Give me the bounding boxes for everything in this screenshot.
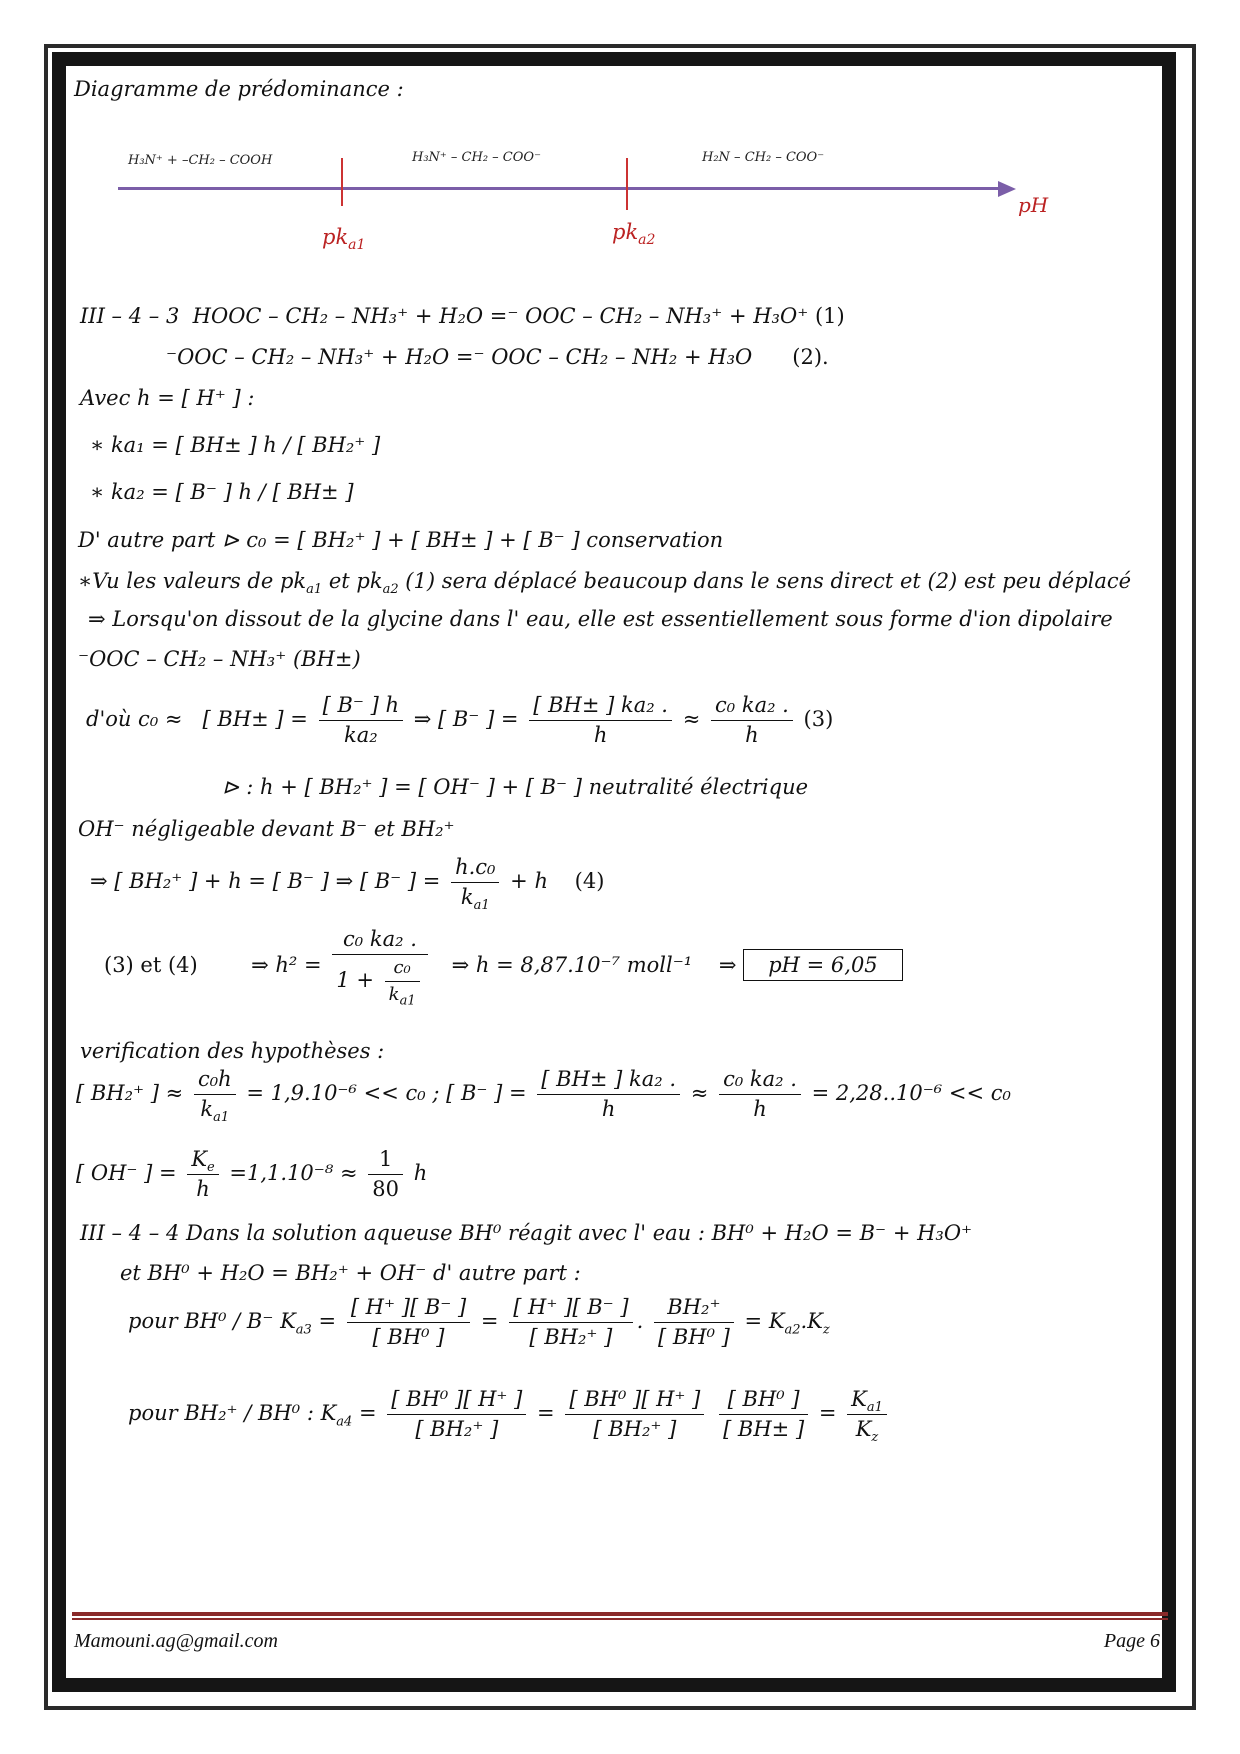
footer-rule: [72, 1612, 1168, 1616]
glycine-line: ⇒ Lorsqu'on dissout de la glycine dans l' eau, elle est essentiellement sous forme d'ion dipolaire: [88, 607, 1113, 631]
species-base: H₂N – CH₂ – COO⁻: [702, 150, 825, 165]
ka1-expression: ∗ ka₁ = [ BH± ] h / [ BH₂⁺ ]: [90, 433, 381, 457]
axis-arrow-icon: [998, 181, 1016, 197]
avec-line: Avec h = [ H⁺ ] :: [80, 386, 255, 410]
verification-line-2: [ OH⁻ ] = $\frac{K_e}{h}$ =1,1.10⁻⁸ ≈ $\frac{1}{80}$ h: [76, 1147, 428, 1202]
conservation-line: D' autre part ⊳ c₀ = [ BH₂⁺ ] + [ BH± ] + [ B⁻ ] conservation: [78, 528, 724, 552]
equation-1: III – 4 – 3 HOOC – CH₂ – NH₃⁺ + H₂O =⁻ OOC – CH₂ – NH₃⁺ + H₃O⁺ (1): [80, 304, 845, 328]
verification-line-1: [ BH₂⁺ ] ≈ $\frac{\text{c₀h}}{k_{a1}}$ = 1,9.10⁻⁶ << c₀ ; [ B⁻ ] = $\frac{\text{[ BH± ] ka₂ .}}{h}$ ≈ $\frac{\text{c₀ ka₂ .}}{h}$ = 2,28..10⁻⁶ << c₀: [76, 1067, 1011, 1126]
equation-3-line: d'où c₀ ≈ [ BH± ] = $\frac{[ B^- ] h}{\text{ka₂}}$ ⇒ [ B⁻ ] = $\frac{\text{[ BH± ] ka₂ .}}{h}$ ≈ $\frac{\text{c₀ ka₂ .}}{h}$ (3): [86, 693, 834, 748]
pka2-label: $pk_{a2}$: [612, 220, 656, 249]
pka-comparison-line: ∗Vu les valeurs de $pk_{a1}$ et $pk_{a2}$ (1) sera déplacé beaucoup dans le sens direct et (2) est peu déplacé: [78, 569, 1132, 598]
ph-result-line: (3) et (4) ⇒ h² = c₀ ka₂ . 1 + $\frac{\text{c₀}}{k_{a1}}$ ⇒ h = 8,87.10⁻⁷ moll⁻¹ ⇒ pH = 6,05: [104, 928, 903, 1005]
footer-email: Mamouni.ag@gmail.com: [74, 1630, 278, 1652]
pka1-label: $pk_{a1}$: [322, 225, 366, 254]
footer-page-number: Page 6: [1103, 1630, 1160, 1652]
dipolar-ion-line: ⁻OOC – CH₂ – NH₃⁺ (BH±): [78, 647, 361, 671]
section-iii-4-4: III – 4 – 4 Dans la solution aqueuse BH⁰ réagit avec l' eau : BH⁰ + H₂O = B⁻ + H₃O⁺: [80, 1221, 973, 1245]
section-heading: Diagramme de prédominance :: [74, 77, 404, 101]
ka3-expression: pour BH⁰ / B⁻ $K_{a3}$ = $\frac{[ H^+ ][ B^- ]}{\text{[ BH⁰ ]}}$ = $\frac{[ H^+ ][ B^- ]}{\text{[ BH₂⁺ ]}}$ . $\frac{\text{BH₂⁺}}{\text{[ BH⁰ ]}}$ = $K_{a2}.K_z$: [128, 1295, 830, 1350]
verification-heading: verification des hypothèses :: [80, 1039, 385, 1063]
equation-2: ⁻OOC – CH₂ – NH₃⁺ + H₂O =⁻ OOC – CH₂ – NH₂ + H₃O (2).: [166, 345, 829, 369]
ka2-expression: ∗ ka₂ = [ B⁻ ] h / [ BH± ]: [90, 480, 354, 504]
species-zwitterion: H₃N⁺ – CH₂ – COO⁻: [412, 150, 541, 165]
neutrality-line: ⊳ : h + [ BH₂⁺ ] = [ OH⁻ ] + [ B⁻ ] neutralité électrique: [222, 775, 809, 799]
ph-result-box: pH = 6,05: [743, 949, 902, 981]
ph-axis: [118, 187, 1000, 190]
ka4-expression: pour BH₂⁺ / BH⁰ : $K_{a4}$ = $\frac{\text{[ BH⁰ ][ H⁺ ]}}{\text{[ BH₂⁺ ]}}$ = $\frac{\text{[ BH⁰ ][ H⁺ ]}}{\text{[ BH₂⁺ ]}}$ $\frac{\text{[ BH⁰ ]}}{[ BH\pm ]}$ = $\frac{K_{a1}}{K_z}$: [128, 1388, 891, 1441]
footer-rule-thin: [72, 1618, 1168, 1620]
second-reaction-line: et BH⁰ + H₂O = BH₂⁺ + OH⁻ d' autre part :: [120, 1261, 581, 1285]
equation-4-line: ⇒ [ BH₂⁺ ] + h = [ B⁻ ] ⇒ [ B⁻ ] = $\frac{\text{h.c₀}}{k_{a1}}$ + h (4): [90, 855, 605, 914]
pka2-tick: [626, 158, 628, 210]
pka1-tick: [341, 158, 343, 206]
negligible-line: OH⁻ négligeable devant B⁻ et BH₂⁺: [78, 817, 455, 841]
ph-axis-label: pH: [1018, 193, 1049, 217]
species-acid: H₃N⁺ + –CH₂ – COOH: [128, 153, 273, 168]
